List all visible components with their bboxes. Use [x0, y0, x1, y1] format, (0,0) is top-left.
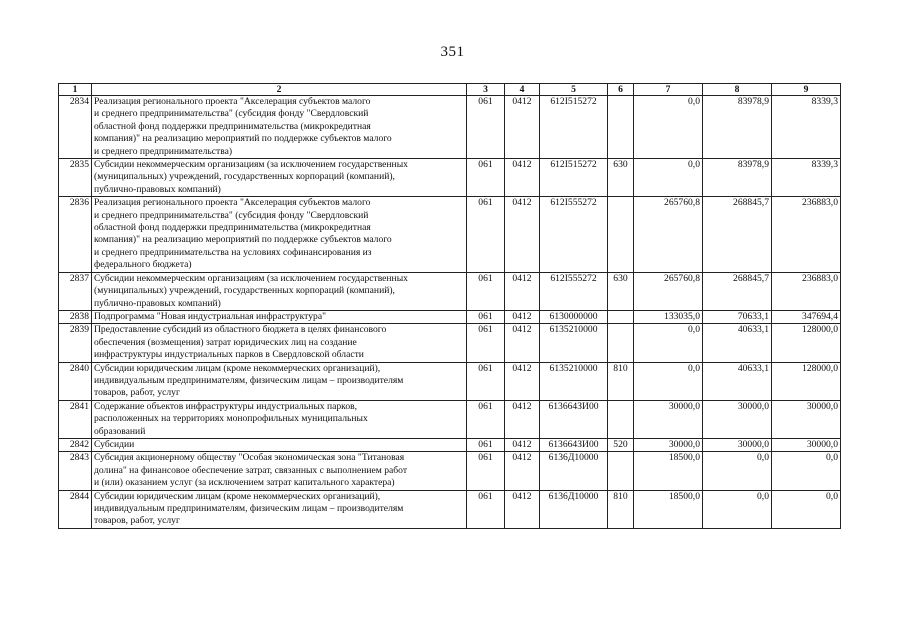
- target-article-code: 612I515272: [540, 159, 608, 197]
- row-number: 2842: [59, 438, 92, 451]
- amount-col7: 0,0: [634, 362, 703, 400]
- ministry-code: 061: [467, 362, 505, 400]
- table-row: [59, 400, 841, 438]
- row-description: [92, 96, 467, 159]
- target-article-code: 6135210000: [540, 362, 608, 400]
- ministry-code: 061: [467, 400, 505, 438]
- amount-col8: 268845,7: [703, 197, 772, 272]
- column-header: 7: [634, 84, 703, 96]
- amount-col7: 265760,8: [634, 197, 703, 272]
- section-code: 0412: [505, 272, 540, 310]
- section-code: 0412: [505, 159, 540, 197]
- column-header: 9: [772, 84, 841, 96]
- table-row: [59, 310, 841, 323]
- ministry-code: 061: [467, 197, 505, 272]
- row-description: [92, 197, 467, 272]
- column-header: 6: [608, 84, 634, 96]
- expense-type-code: 520: [608, 438, 634, 451]
- row-number: 2837: [59, 272, 92, 310]
- description-line: товаров, работ, услуг: [94, 515, 180, 527]
- amount-col8: 30000,0: [703, 438, 772, 451]
- ministry-code: 061: [467, 310, 505, 323]
- target-article-code: 6136Д10000: [540, 490, 608, 528]
- description-line: долина" на финансовое обеспечение затрат, связанных с выполнением работ: [94, 464, 408, 476]
- section-code: 0412: [505, 438, 540, 451]
- description-line: и (или) оказанием услуг (за исключением затрат капитального характера): [94, 477, 395, 489]
- table-row: [59, 438, 841, 451]
- table-row: [59, 197, 841, 272]
- expense-type-code: 630: [608, 272, 634, 310]
- description-line: товаров, работ, услуг: [94, 387, 180, 399]
- table-row: [59, 490, 841, 528]
- ministry-code: 061: [467, 96, 505, 159]
- amount-col7: 30000,0: [634, 400, 703, 438]
- description-line: компания)" на реализацию мероприятий по поддержке субъектов малого: [94, 234, 392, 246]
- description-line: Субсидии некоммерческим организациям (за исключением государственных: [94, 159, 408, 171]
- description-line: Содержание объектов инфраструктуры индустриальных парков,: [94, 400, 358, 412]
- target-article-code: 613664ЗИ00: [540, 400, 608, 438]
- ministry-code: 061: [467, 159, 505, 197]
- expense-type-code: [608, 96, 634, 159]
- row-number: 2843: [59, 452, 92, 490]
- section-code: 0412: [505, 400, 540, 438]
- ministry-code: 061: [467, 490, 505, 528]
- table-row: [59, 96, 841, 159]
- expense-type-code: [608, 324, 634, 362]
- description-line: компания)" на реализацию мероприятий по поддержке субъектов малого: [94, 133, 392, 145]
- table-row: [59, 452, 841, 490]
- target-article-code: 612I555272: [540, 272, 608, 310]
- column-header: 3: [467, 84, 505, 96]
- amount-col7: 18500,0: [634, 490, 703, 528]
- row-number: 2840: [59, 362, 92, 400]
- table-row: [59, 159, 841, 197]
- expense-type-code: 810: [608, 362, 634, 400]
- amount-col8: 83978,9: [703, 96, 772, 159]
- description-line: Субсидии: [94, 438, 135, 450]
- expense-type-code: [608, 400, 634, 438]
- description-line: Субсидия акционерному обществу "Особая экономическая зона "Титановая: [94, 452, 405, 464]
- ministry-code: 061: [467, 272, 505, 310]
- description-line: и среднего предпринимательства" (субсидия фонду "Свердловский: [94, 108, 369, 120]
- description-line: публично-правовых компаний): [94, 297, 221, 309]
- expense-type-code: [608, 452, 634, 490]
- row-description: [92, 272, 467, 310]
- description-line: (муниципальных) учреждений, государственных корпораций (компаний),: [94, 285, 395, 297]
- table-row: [59, 272, 841, 310]
- row-number: 2838: [59, 310, 92, 323]
- column-header: 2: [92, 84, 467, 96]
- description-line: индивидуальным предпринимателям, физическим лицам – производителям: [94, 503, 404, 514]
- amount-col8: 70633,1: [703, 310, 772, 323]
- target-article-code: 613664ЗИ00: [540, 438, 608, 451]
- target-article-code: 6136Д10000: [540, 452, 608, 490]
- description-line: Реализация регионального проекта "Акселерация субъектов малого: [94, 96, 371, 107]
- ministry-code: 061: [467, 438, 505, 451]
- section-code: 0412: [505, 310, 540, 323]
- row-description: [92, 324, 467, 362]
- amount-col9: 236883,0: [772, 197, 841, 272]
- description-line: федерального бюджета): [94, 259, 192, 271]
- target-article-code: 612I515272: [540, 96, 608, 159]
- description-line: образований: [94, 425, 146, 437]
- amount-col8: 30000,0: [703, 400, 772, 438]
- row-description: [92, 452, 467, 490]
- amount-col9: 128000,0: [772, 362, 841, 400]
- row-number: 2844: [59, 490, 92, 528]
- row-description: [92, 400, 467, 438]
- amount-col9: 128000,0: [772, 324, 841, 362]
- section-code: 0412: [505, 324, 540, 362]
- description-line: Субсидии некоммерческим организациям (за исключением государственных: [94, 272, 408, 284]
- row-number: 2834: [59, 96, 92, 159]
- amount-col9: 0,0: [772, 452, 841, 490]
- amount-col7: 30000,0: [634, 438, 703, 451]
- amount-col9: 8339,3: [772, 96, 841, 159]
- row-description: [92, 310, 467, 323]
- amount-col8: 0,0: [703, 490, 772, 528]
- description-line: и среднего предпринимательства" (субсидия фонду "Свердловский: [94, 209, 369, 221]
- section-code: 0412: [505, 197, 540, 272]
- row-description: [92, 159, 467, 197]
- row-description: [92, 362, 467, 400]
- amount-col7: 0,0: [634, 159, 703, 197]
- header-row: [59, 84, 841, 96]
- column-header: 8: [703, 84, 772, 96]
- description-line: инфраструктуры индустриальных парков в Свердловской области: [94, 349, 364, 361]
- target-article-code: 612I555272: [540, 197, 608, 272]
- expense-type-code: 810: [608, 490, 634, 528]
- section-code: 0412: [505, 452, 540, 490]
- ministry-code: 061: [467, 452, 505, 490]
- description-line: и среднего предпринимательства на условиях софинансирования из: [94, 246, 372, 258]
- amount-col8: 40633,1: [703, 324, 772, 362]
- section-code: 0412: [505, 362, 540, 400]
- description-line: областной фонд поддержки предпринимательства (микрокредитная: [94, 120, 371, 132]
- amount-col9: 30000,0: [772, 438, 841, 451]
- amount-col9: 8339,3: [772, 159, 841, 197]
- row-number: 2841: [59, 400, 92, 438]
- row-description: [92, 438, 467, 451]
- amount-col8: 40633,1: [703, 362, 772, 400]
- description-line: Субсидии юридическим лицам (кроме некоммерческих организаций),: [94, 490, 381, 502]
- column-header: 4: [505, 84, 540, 96]
- description-line: обеспечения (возмещения) затрат юридических лиц на создание: [94, 336, 357, 348]
- description-line: Субсидии юридическим лицам (кроме некоммерческих организаций),: [94, 362, 381, 374]
- amount-col8: 268845,7: [703, 272, 772, 310]
- description-line: Предоставление субсидий из областного бюджета в целях финансового: [94, 324, 387, 336]
- amount-col7: 0,0: [634, 324, 703, 362]
- page-number: 351: [440, 44, 465, 60]
- amount-col7: 0,0: [634, 96, 703, 159]
- amount-col9: 0,0: [772, 490, 841, 528]
- column-header: 5: [540, 84, 608, 96]
- row-number: 2836: [59, 197, 92, 272]
- row-number: 2839: [59, 324, 92, 362]
- budget-table: [58, 83, 841, 529]
- description-line: Подпрограмма "Новая индустриальная инфраструктура": [94, 310, 326, 322]
- amount-col9: 30000,0: [772, 400, 841, 438]
- description-line: (муниципальных) учреждений, государственных корпораций (компаний),: [94, 171, 395, 183]
- description-line: Реализация регионального проекта "Акселерация субъектов малого: [94, 197, 371, 209]
- amount-col9: 236883,0: [772, 272, 841, 310]
- table-row: [59, 362, 841, 400]
- amount-col8: 0,0: [703, 452, 772, 490]
- amount-col7: 18500,0: [634, 452, 703, 490]
- row-description: [92, 490, 467, 528]
- section-code: 0412: [505, 490, 540, 528]
- amount-col7: 133035,0: [634, 310, 703, 323]
- row-number: 2835: [59, 159, 92, 197]
- expense-type-code: 630: [608, 159, 634, 197]
- description-line: областной фонд поддержки предпринимательства (микрокредитная: [94, 222, 371, 234]
- expense-type-code: [608, 310, 634, 323]
- description-line: расположенных на территориях монопрофильных муниципальных: [94, 413, 368, 425]
- column-header: 1: [59, 84, 92, 96]
- description-line: индивидуальным предпринимателям, физическим лицам – производителям: [94, 374, 404, 386]
- target-article-code: 6130000000: [540, 310, 608, 323]
- amount-col8: 83978,9: [703, 159, 772, 197]
- expense-type-code: [608, 197, 634, 272]
- amount-col9: 347694,4: [772, 310, 841, 323]
- target-article-code: 6135210000: [540, 324, 608, 362]
- section-code: 0412: [505, 96, 540, 159]
- description-line: публично-правовых компаний): [94, 183, 221, 195]
- description-line: и среднего предпринимательства): [94, 145, 233, 157]
- ministry-code: 061: [467, 324, 505, 362]
- table-row: [59, 324, 841, 362]
- amount-col7: 265760,8: [634, 272, 703, 310]
